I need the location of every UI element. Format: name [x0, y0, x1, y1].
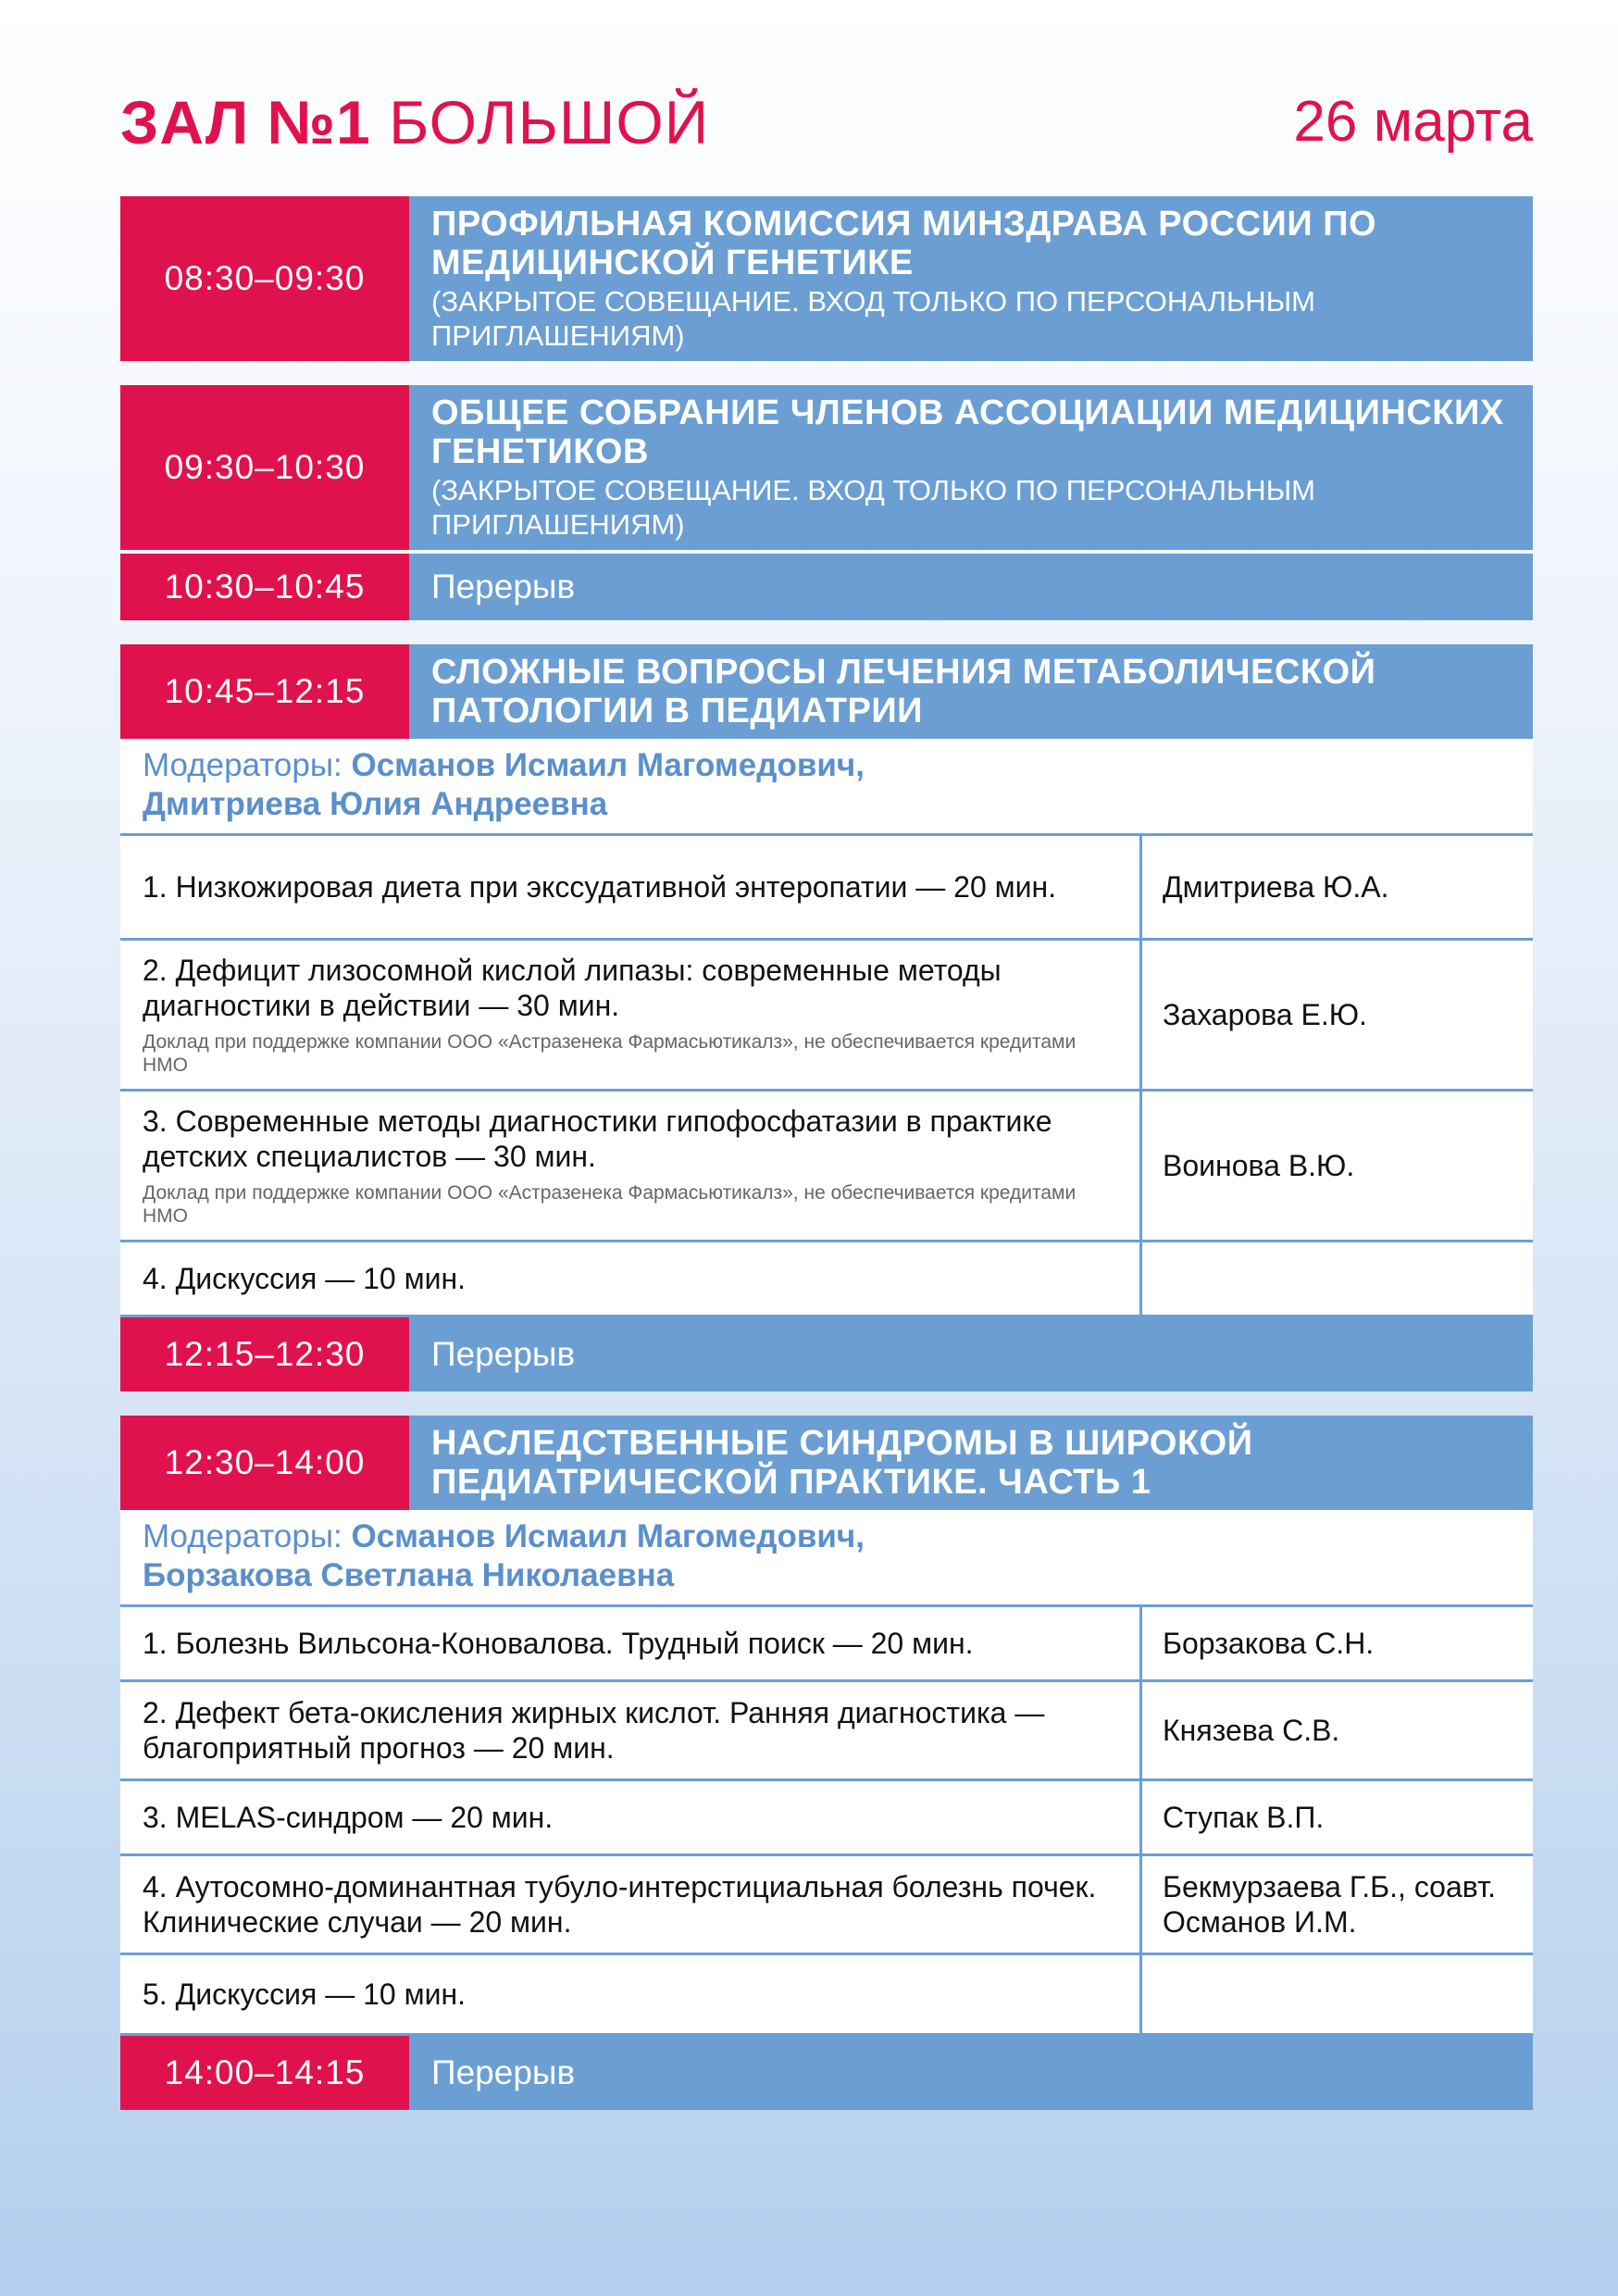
talk-speaker — [1142, 1955, 1533, 2033]
talk-support-note: Доклад при поддержке компании ООО «Астразенека Фармасьютикалз», не обеспечивается кредитами НМО — [143, 1182, 1077, 1227]
talk-row — [120, 836, 1533, 941]
session-header — [120, 1416, 1533, 1510]
break-time: 14:00–14:15 — [120, 2036, 409, 2110]
talk-row — [120, 1781, 1533, 1856]
talk-title: 2. Дефект бета-окисления жирных кислот. Ранняя диагностика — благоприятный прогноз — 20 мин. — [143, 1696, 1045, 1765]
talk-title: 3. Современные методы диагностики гипофосфатазии в практике детских специалистов — 30 мин. — [143, 1104, 1052, 1173]
session-title-box — [409, 385, 1533, 550]
moderators — [120, 1510, 1533, 1607]
talk-row — [120, 1856, 1533, 1955]
page-header — [120, 85, 1533, 159]
talk-row — [120, 1092, 1533, 1242]
moderator-name: Османов Исмаил Магомедович, — [351, 747, 865, 783]
talk-support-note: Доклад при поддержке компании ООО «Астразенека Фармасьютикалз», не обеспечивается кредитами НМО — [143, 1031, 1077, 1076]
session-note: (ЗАКРЫТОЕ СОВЕЩАНИЕ. ВХОД ТОЛЬКО ПО ПЕРСОНАЛЬНЫМ ПРИГЛАШЕНИЯМ) — [431, 285, 1315, 352]
session-time: 09:30–10:30 — [120, 385, 409, 550]
break-row — [120, 554, 1533, 620]
moderators-label: Модераторы: — [143, 1518, 342, 1554]
session-title: ПРОФИЛЬНАЯ КОМИССИЯ МИНЗДРАВА РОССИИ ПО МЕДИЦИНСКОЙ ГЕНЕТИКЕ — [431, 205, 1377, 282]
session-time: 10:45–12:15 — [120, 644, 409, 739]
talk-title: 1. Низкожировая диета при экссудативной энтеропатии — 20 мин. — [143, 870, 1057, 904]
break-row — [120, 1317, 1533, 1391]
talk-title: 1. Болезнь Вильсона-Коновалова. Трудный поиск — 20 мин. — [143, 1627, 974, 1660]
session-header — [120, 196, 1533, 361]
break-row — [120, 2036, 1533, 2110]
session-block — [120, 644, 1533, 1391]
talk-speaker — [1142, 1242, 1533, 1315]
talk-speaker: Борзакова С.Н. — [1163, 1627, 1375, 1660]
break-label: Перерыв — [409, 1317, 1533, 1391]
talk-row — [120, 1607, 1533, 1682]
session-time: 12:30–14:00 — [120, 1416, 409, 1510]
session-block — [120, 385, 1533, 620]
moderators — [120, 739, 1533, 836]
talk-speaker: Бекмурзаева Г.Б., соавт. Османов И.М. — [1163, 1870, 1497, 1939]
hall-number: ЗАЛ №1 — [120, 88, 371, 156]
schedule — [120, 196, 1533, 2134]
talk-speaker: Князева С.В. — [1163, 1714, 1340, 1747]
session-title-box — [409, 644, 1533, 739]
break-time: 12:15–12:30 — [120, 1317, 409, 1391]
session-block — [120, 196, 1533, 361]
talk-title: 4. Дискуссия — 10 мин. — [143, 1262, 467, 1295]
talk-row — [120, 1682, 1533, 1781]
moderator-name: Дмитриева Юлия Андреевна — [143, 786, 608, 822]
talk-row — [120, 1242, 1533, 1317]
break-time: 10:30–10:45 — [120, 554, 409, 620]
session-note: (ЗАКРЫТОЕ СОВЕЩАНИЕ. ВХОД ТОЛЬКО ПО ПЕРСОНАЛЬНЫМ ПРИГЛАШЕНИЯМ) — [431, 474, 1315, 541]
session-title: СЛОЖНЫЕ ВОПРОСЫ ЛЕЧЕНИЯ МЕТАБОЛИЧЕСКОЙ ПАТОЛОГИИ В ПЕДИАТРИИ — [431, 653, 1376, 730]
talk-title: 4. Аутосомно-доминантная тубуло-интерстициальная болезнь почек. Клинические случаи — 20 мин. — [143, 1870, 1097, 1939]
session-block — [120, 1416, 1533, 2110]
talk-row — [120, 941, 1533, 1092]
moderators-label: Модераторы: — [143, 747, 342, 783]
session-title: НАСЛЕДСТВЕННЫЕ СИНДРОМЫ В ШИРОКОЙ ПЕДИАТРИЧЕСКОЙ ПРАКТИКЕ. ЧАСТЬ 1 — [431, 1424, 1253, 1502]
event-date: 26 марта — [1293, 90, 1533, 154]
session-title: ОБЩЕЕ СОБРАНИЕ ЧЛЕНОВ АССОЦИАЦИИ МЕДИЦИНСКИХ ГЕНЕТИКОВ — [431, 393, 1504, 471]
talk-speaker: Воинова В.Ю. — [1163, 1149, 1355, 1182]
moderator-name: Борзакова Светлана Николаевна — [143, 1557, 675, 1593]
session-header — [120, 644, 1533, 739]
talk-speaker: Захарова Е.Ю. — [1163, 998, 1367, 1031]
talk-speaker: Ступак В.П. — [1163, 1801, 1325, 1834]
hall-name: БОЛЬШОЙ — [389, 88, 710, 156]
moderator-name: Османов Исмаил Магомедович, — [351, 1518, 865, 1554]
break-label: Перерыв — [409, 2036, 1533, 2110]
talk-speaker: Дмитриева Ю.А. — [1163, 870, 1389, 904]
talk-title: 3. MELAS-синдром — 20 мин. — [143, 1801, 554, 1834]
hall-title — [120, 85, 709, 159]
break-label: Перерыв — [409, 554, 1533, 620]
talk-title: 2. Дефицит лизосомной кислой липазы: современные методы диагностики в действии — 30 мин. — [143, 954, 1002, 1022]
talk-row — [120, 1955, 1533, 2036]
session-title-box — [409, 196, 1533, 361]
session-header — [120, 385, 1533, 550]
session-title-box — [409, 1416, 1533, 1510]
session-time: 08:30–09:30 — [120, 196, 409, 361]
talk-title: 5. Дискуссия — 10 мин. — [143, 1978, 467, 2011]
